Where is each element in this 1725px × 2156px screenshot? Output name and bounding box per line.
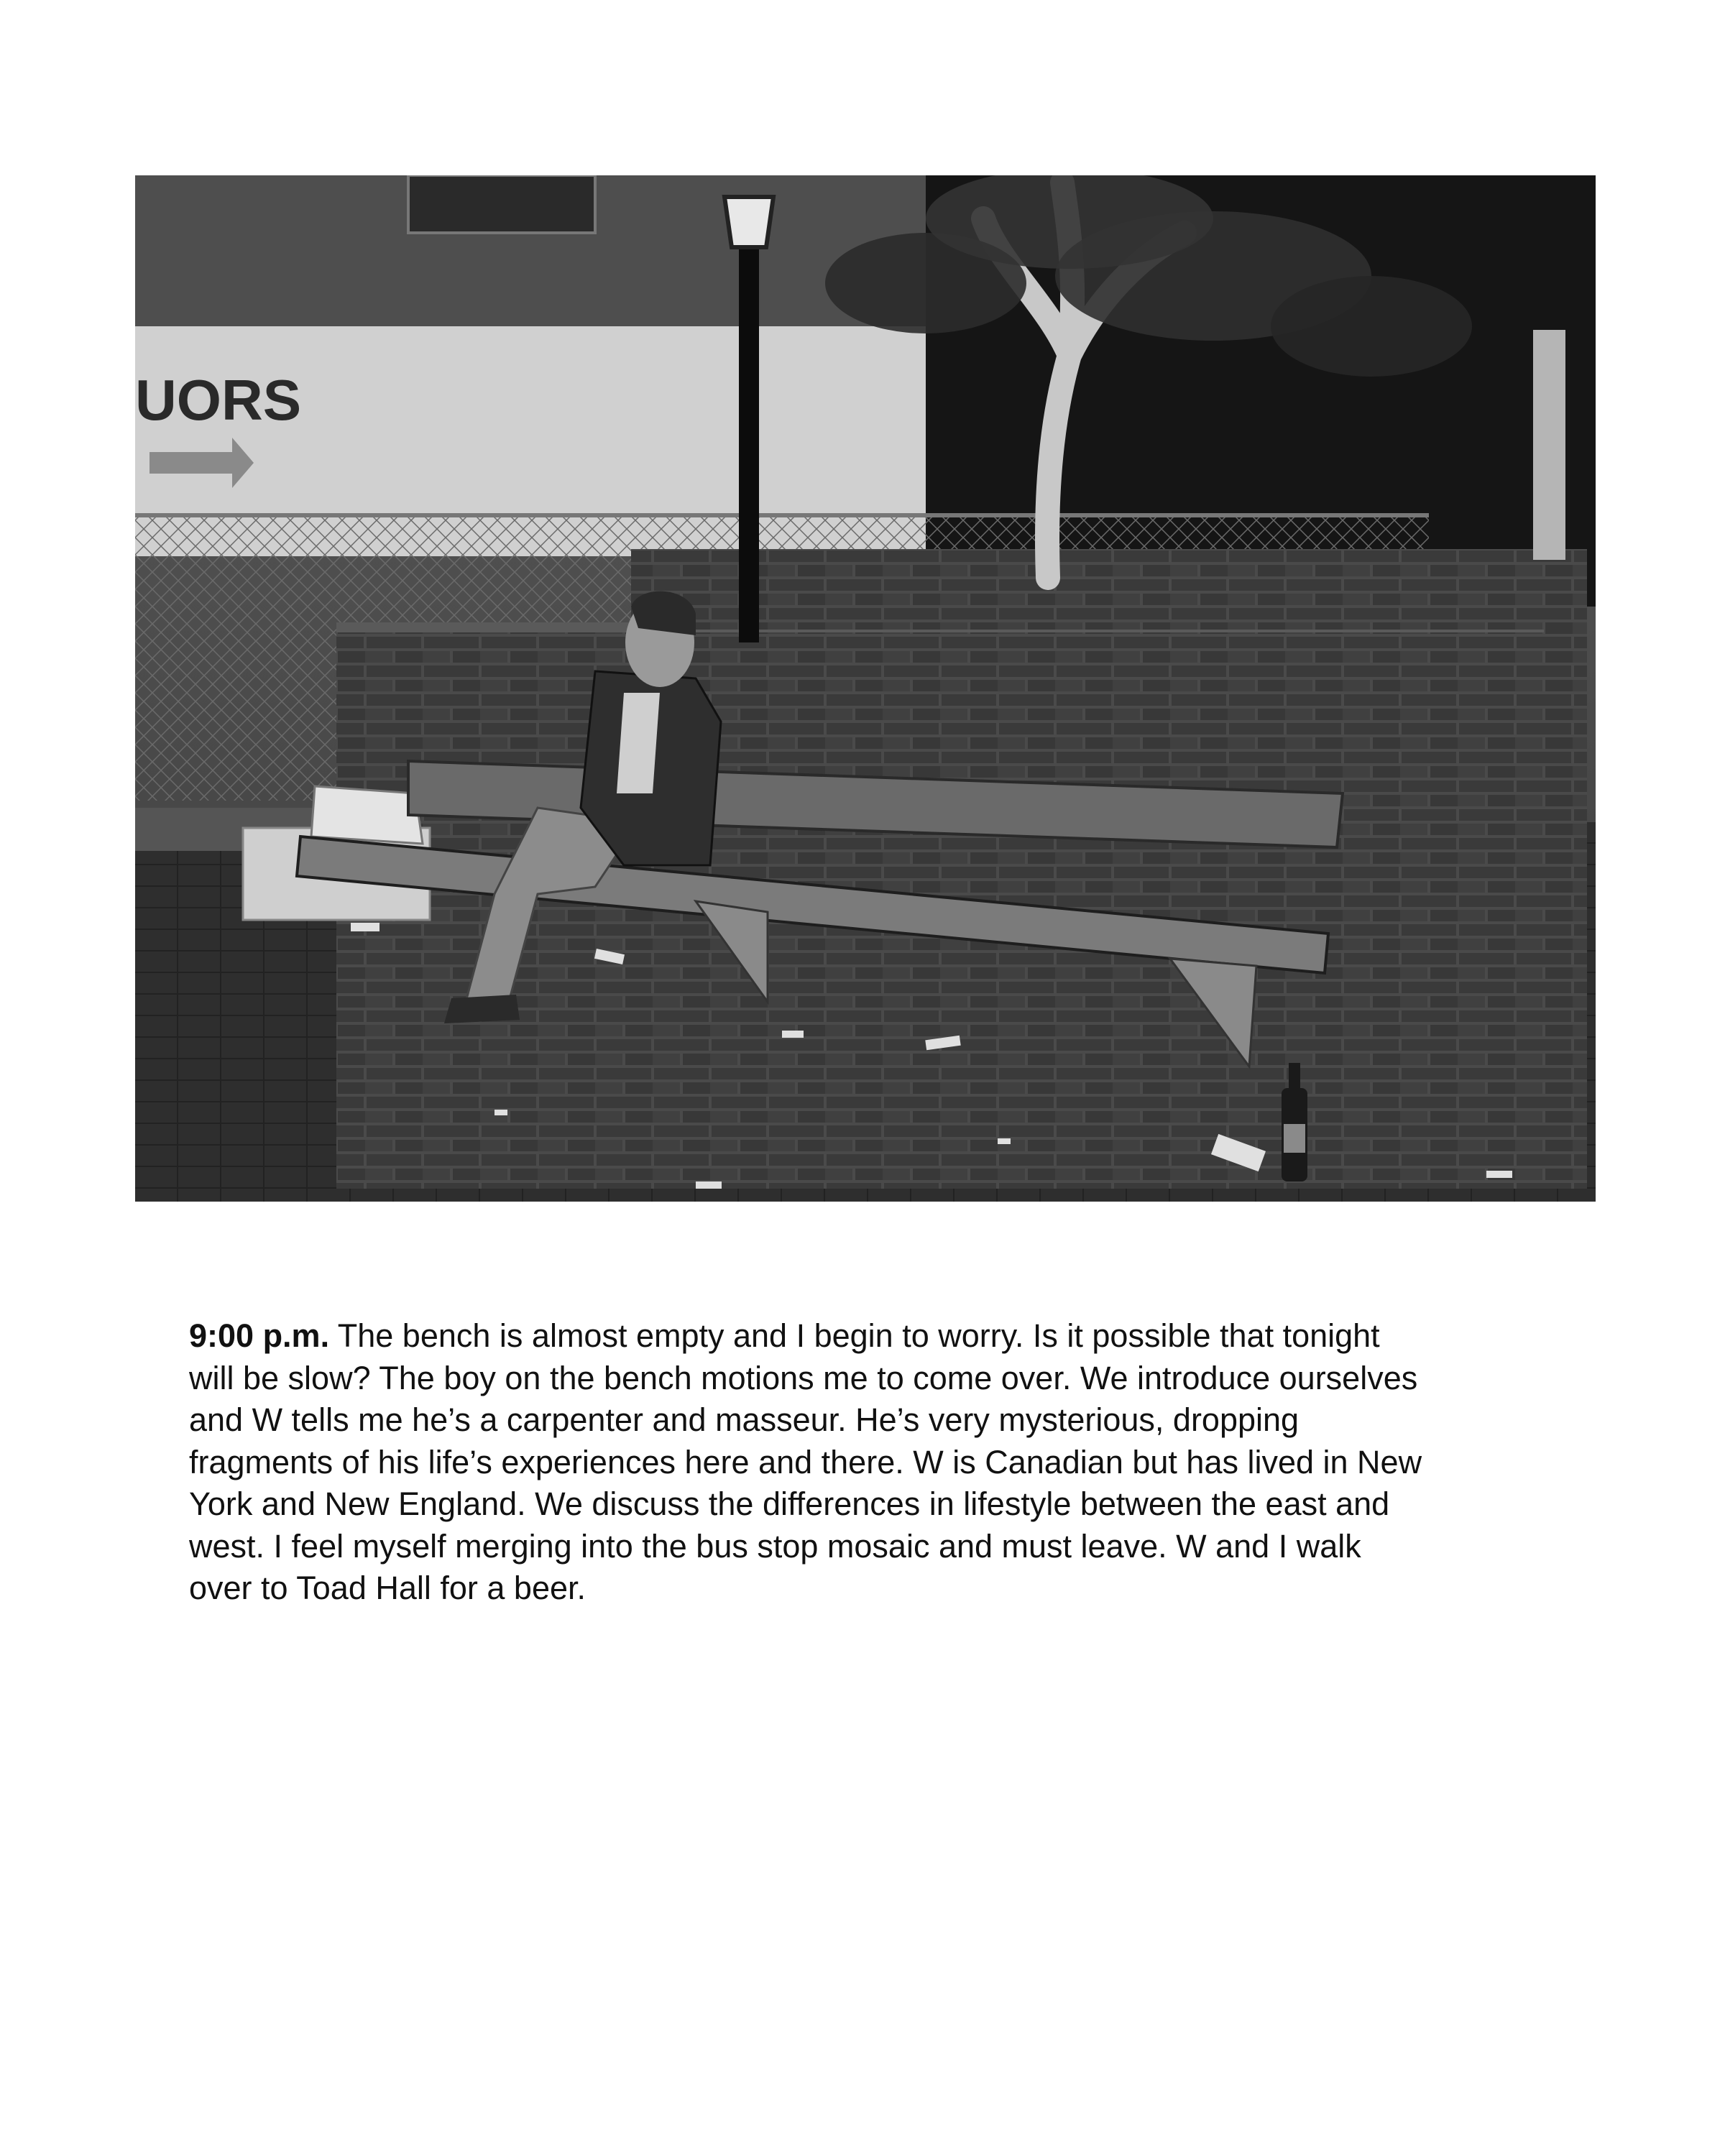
entry-line: The bench is almost empty and I begin to worry. Is it possible that tonight <box>329 1317 1380 1354</box>
entry-time: 9:00 p.m. <box>189 1317 330 1354</box>
entry-line: and W tells me he’s a carpenter and masseur. He’s very mysterious, dropping <box>189 1401 1300 1438</box>
metal-pole <box>1533 330 1565 560</box>
liquor-sign-text: UORS <box>135 368 302 432</box>
street-lamp-icon <box>724 197 773 247</box>
entry-line: west. I feel myself merging into the bus stop mosaic and must leave. W and I walk <box>189 1527 1361 1565</box>
diary-entry <box>189 1315 1540 1610</box>
entry-line: will be slow? The boy on the bench motions me to come over. We introduce ourselves <box>189 1359 1418 1396</box>
entry-line: fragments of his life’s experiences here and there. W is Canadian but has lived in New <box>189 1443 1422 1480</box>
lamp-post <box>739 240 759 642</box>
entry-line: over to Toad Hall for a beer. <box>189 1570 586 1606</box>
bench-photograph <box>135 175 1596 1202</box>
entry-line: York and New England. We discuss the differences in lifestyle between the east and <box>189 1485 1390 1522</box>
